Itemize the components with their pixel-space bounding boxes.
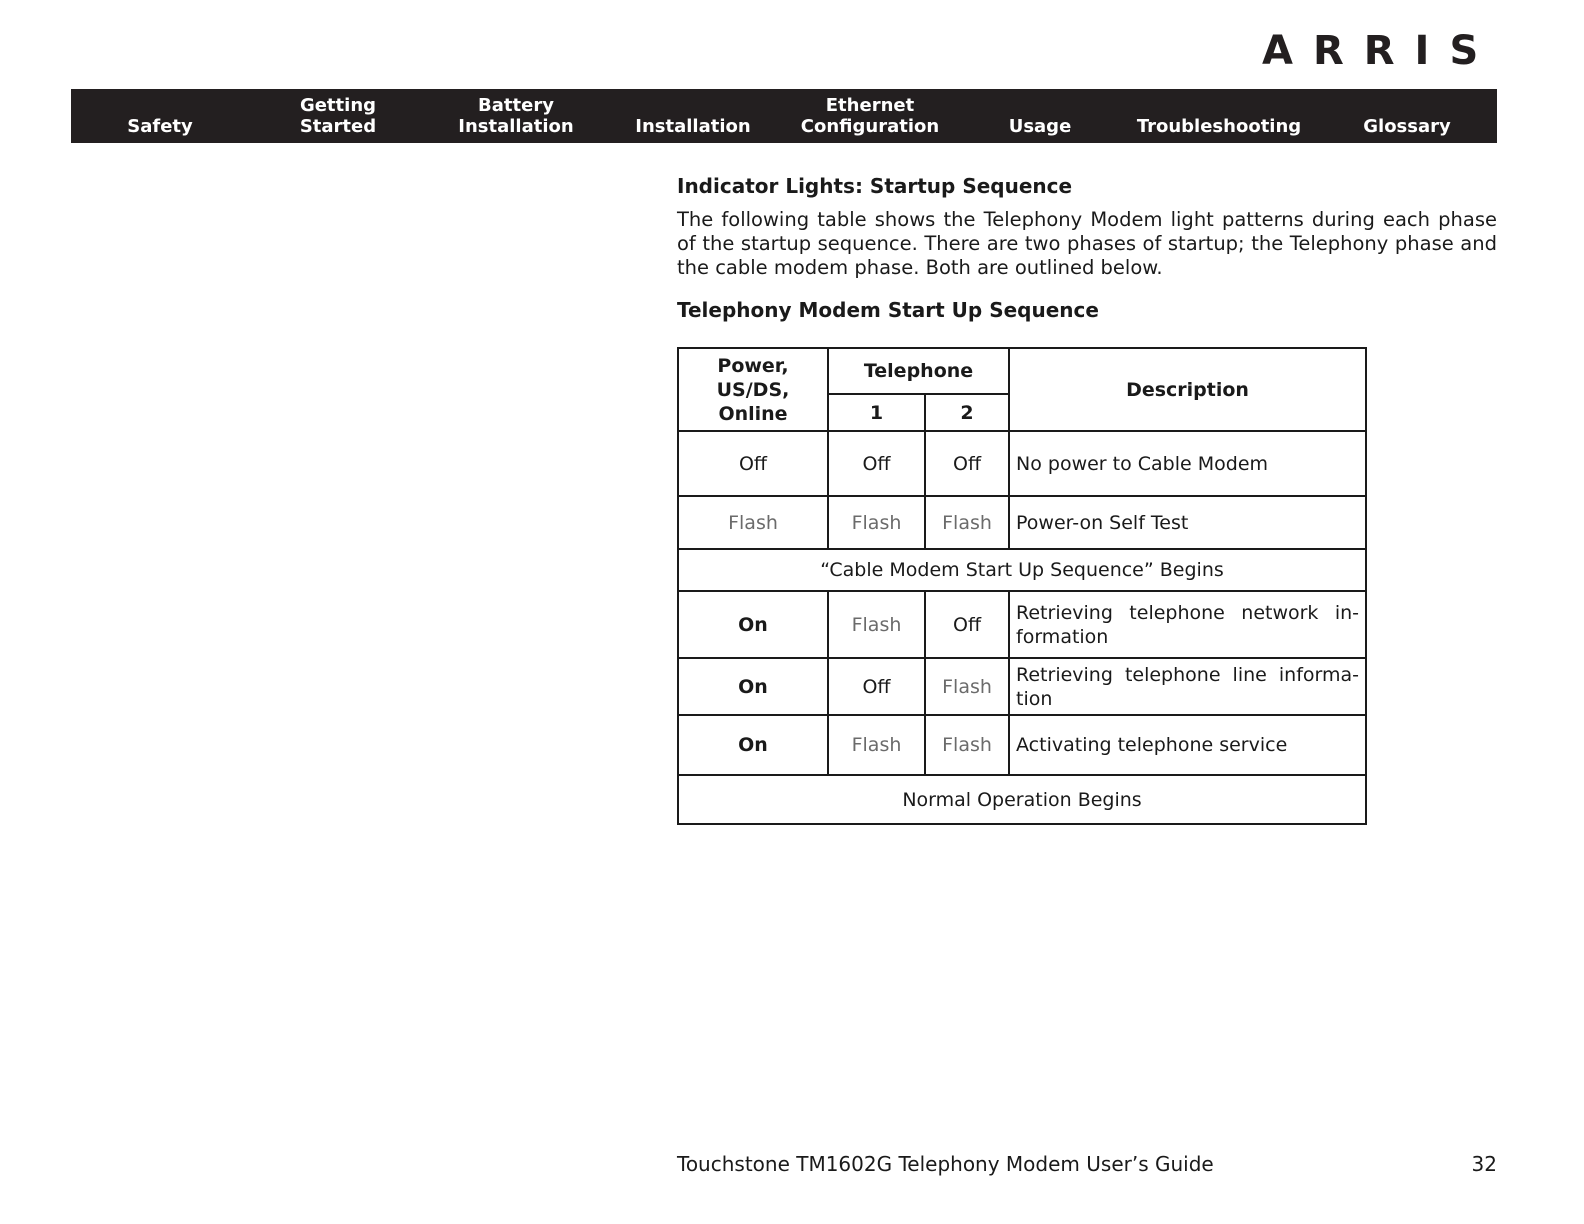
nav-label-line2: Troubleshooting — [1136, 116, 1302, 137]
table-row — [678, 496, 1366, 549]
cell-telephone-2: Flash — [925, 496, 1009, 549]
cell-description: No power to Cable Modem — [1009, 431, 1366, 496]
cell-telephone-1: Off — [828, 658, 925, 715]
table-row — [678, 658, 1366, 715]
arris-logo — [1262, 30, 1512, 72]
table-row — [678, 549, 1366, 591]
nav-installation[interactable] — [605, 89, 781, 143]
section-heading-telephony: Telephony Modem Start Up Sequence — [677, 298, 1099, 322]
cell-phase-marker: Normal Operation Begins — [678, 775, 1366, 824]
cell-phase-marker: “Cable Modem Start Up Sequence” Begins — [678, 549, 1366, 591]
cell-description: Power-on Self Test — [1009, 496, 1366, 549]
cell-telephone-1: Flash — [828, 496, 925, 549]
cell-power: Flash — [678, 496, 828, 549]
cell-telephone-1: Off — [828, 431, 925, 496]
nav-safety[interactable] — [71, 89, 249, 143]
cell-telephone-1: Flash — [828, 715, 925, 775]
header-telephone-2: 2 — [925, 394, 1009, 431]
cell-telephone-2: Flash — [925, 715, 1009, 775]
cell-power: Off — [678, 431, 828, 496]
top-nav — [71, 89, 1497, 143]
section-heading-startup: Indicator Lights: Startup Sequence — [677, 174, 1073, 198]
nav-troubleshooting[interactable] — [1121, 89, 1317, 143]
header-telephone-1: 1 — [828, 394, 925, 431]
cell-power: On — [678, 591, 828, 658]
nav-glossary[interactable] — [1317, 89, 1497, 143]
nav-label-line1: Ethernet — [825, 95, 915, 116]
table-row — [678, 715, 1366, 775]
header-telephone: Telephone — [828, 348, 1009, 394]
nav-ethernet-configuration[interactable] — [781, 89, 959, 143]
cell-telephone-2: Off — [925, 431, 1009, 496]
cell-description: Retrieving telephone network in- formation — [1009, 591, 1366, 658]
footer-guide-title: Touchstone TM1602G Telephony Modem User’s Guide — [677, 1152, 1214, 1176]
table-row — [678, 431, 1366, 496]
table-row — [678, 775, 1366, 824]
page-number: 32 — [1471, 1152, 1497, 1176]
cell-description: Retrieving telephone line informa- tion — [1009, 658, 1366, 715]
nav-usage[interactable] — [959, 89, 1121, 143]
nav-getting-started[interactable] — [249, 89, 427, 143]
nav-label-line2: Safety — [127, 116, 193, 137]
nav-label-line2: Configuration — [800, 116, 940, 137]
cell-telephone-1: Flash — [828, 591, 925, 658]
cell-telephone-2: Flash — [925, 658, 1009, 715]
nav-label-line2: Installation — [458, 116, 574, 137]
cell-power: On — [678, 715, 828, 775]
nav-label-line1: Battery — [478, 95, 554, 116]
nav-label-line2: Usage — [1008, 116, 1072, 137]
header-power: Power, US/DS, Online — [678, 348, 828, 431]
nav-label-line2: Installation — [635, 116, 751, 137]
cell-telephone-2: Off — [925, 591, 1009, 658]
nav-label-line1: Getting — [299, 95, 377, 116]
intro-paragraph: The following table shows the Telephony Modem light patterns during each phase of the startup sequence. There are two phases of startup; the Telephony phase and the cable modem phase. Both are outlined below. — [677, 208, 1497, 279]
nav-label-line2: Started — [299, 116, 377, 137]
startup-sequence-table — [677, 347, 1367, 825]
table-row — [678, 591, 1366, 658]
cell-power: On — [678, 658, 828, 715]
cell-description: Activating telephone service — [1009, 715, 1366, 775]
logo-text: ARRIS — [1262, 28, 1499, 74]
nav-battery-installation[interactable] — [427, 89, 605, 143]
header-description: Description — [1009, 348, 1366, 431]
nav-label-line2: Glossary — [1363, 116, 1451, 137]
